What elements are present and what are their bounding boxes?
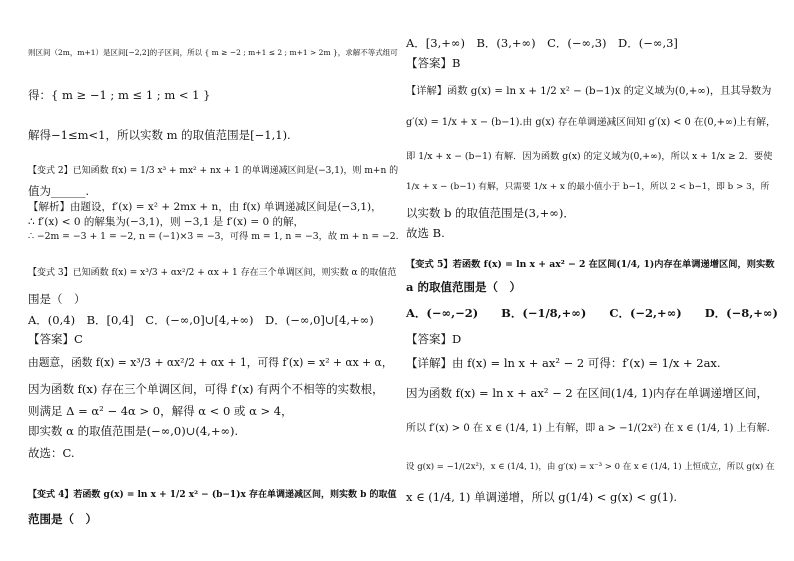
text-line: 故选 B. — [406, 226, 445, 240]
text-line: 【解析】由题设，f′(x) = x² + 2mx + n，由 f(x) 单调递减区间是(−3,1)， — [28, 201, 382, 213]
text-line: 【详解】函数 g(x) = ln x + 1/2 x² − (b−1)x 的定义域为(0,+∞)，且其导数为 — [406, 85, 772, 97]
text-line: a 的取值范围是（ ） — [406, 280, 521, 294]
text-line: 所以 f′(x) > 0 在 x ∈ (1/4, 1) 上有解，即 a > −1/(2x²) 在 x ∈ (1/4, 1) 上有解. — [406, 423, 770, 434]
text-line: 【变式 2】已知函数 f(x) = 1/3 x³ + mx² + nx + 1 的单调递减区间是(−3,1)，则 m+n 的 — [28, 166, 399, 176]
text-line: 【变式 4】若函数 g(x) = ln x + 1/2 x² − (b−1)x 存在单调递减区间，则实数 b 的取值 — [28, 490, 397, 500]
text-line: 【答案】B — [406, 56, 461, 70]
right-column — [406, 0, 781, 561]
text-line: A．(0,4) B．[0,4] C．(−∞,0]∪[4,+∞) D．(−∞,0]∪[4,+∞) — [28, 313, 374, 327]
text-line: A．[3,+∞) B．(3,+∞) C．(−∞,3) D．(−∞,3] — [406, 36, 678, 50]
text-line: 【答案】D — [406, 332, 462, 346]
text-line: 范围是（ ） — [28, 512, 97, 526]
text-line: 1/x + x − (b−1) 有解，只需要 1/x + x 的最小值小于 b−1，所以 2 < b−1，即 b > 3，所 — [406, 182, 770, 192]
text-line: 因为函数 f(x) = ln x + ax² − 2 在区间(1/4, 1)内存在单调递增区间， — [406, 386, 768, 400]
text-line: ∴ −2m = −3 + 1 = −2, n = (−1)×3 = −3，可得 m = 1, n = −3，故 m + n = −2. — [28, 231, 399, 242]
text-line: 【详解】由 f(x) = ln x + ax² − 2 可得：f′(x) = 1/x + 2ax. — [406, 356, 721, 370]
text-line: 得：{ m ≥ −1 ; m ≤ 1 ; m < 1 } — [28, 88, 211, 102]
text-line: 设 g(x) = −1/(2x²)，x ∈ (1/4, 1)，由 g′(x) = x⁻³ > 0 在 x ∈ (1/4, 1) 上恒成立，所以 g(x) 在 — [406, 462, 775, 472]
text-line: 以实数 b 的取值范围是(3,+∞)． — [406, 206, 575, 220]
text-line: 即实数 α 的取值范围是(−∞,0)∪(4,+∞). — [28, 424, 239, 438]
text-line: 【答案】C — [28, 332, 83, 346]
text-line: 解得−1≤m<1，所以实数 m 的取值范围是[−1,1). — [28, 128, 291, 142]
text-line: 则区间（2m，m+1）是区间[−2,2]的子区间，所以 { m ≥ −2 ; m+1 ≤ 2 ; m+1 > 2m }，求解不等式组可 — [28, 48, 398, 57]
text-line: 则满足 Δ = α² − 4α > 0，解得 α < 0 或 α > 4， — [28, 404, 293, 418]
text-line: 即 1/x + x − (b−1) 有解．因为函数 g(x) 的定义域为(0,+∞)，所以 x + 1/x ≥ 2．要使 — [406, 151, 773, 162]
text-line: g′(x) = 1/x + x − (b−1).由 g(x) 存在单调递减区间知 g′(x) < 0 在(0,+∞)上有解， — [406, 117, 776, 128]
text-line: ∴ f′(x) < 0 的解集为(−3,1)，则 −3,1 是 f′(x) = 0 的解， — [28, 216, 304, 228]
text-line: 【变式 5】若函数 f(x) = ln x + ax² − 2 在区间(1/4, 1)内存在单调递增区间，则实数 — [406, 259, 775, 270]
left-column — [28, 0, 403, 561]
text-line: 故选：C. — [28, 446, 75, 460]
text-line: 【变式 3】已知函数 f(x) = x³/3 + αx²/2 + αx + 1 存在三个单调区间，则实数 α 的取值范 — [28, 268, 397, 278]
text-line: x ∈ (1/4, 1) 单调递增，所以 g(1/4) < g(x) < g(1). — [406, 490, 678, 504]
text-line: A．(−∞,−2) B．(−1/8,+∞) C．(−2,+∞) D．(−8,+∞) — [406, 306, 778, 320]
text-line: 由题意，函数 f(x) = x³/3 + αx²/2 + αx + 1，可得 f′(x) = x² + αx + α， — [28, 356, 393, 369]
text-line: 围是（ ） — [28, 292, 86, 306]
text-line: 值为______. — [28, 184, 90, 198]
text-line: 因为函数 f(x) 存在三个单调区间，可得 f′(x) 有两个不相等的实数根， — [28, 382, 384, 396]
